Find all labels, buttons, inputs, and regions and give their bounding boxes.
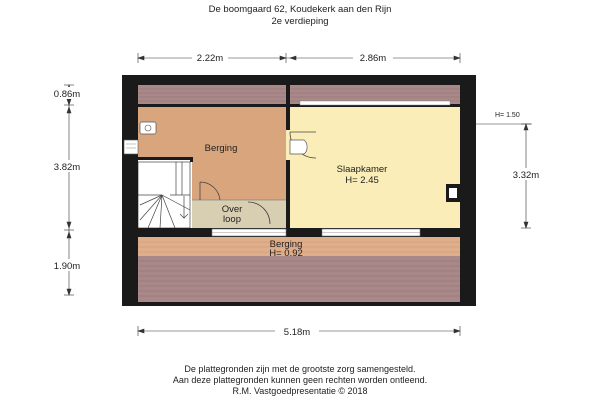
address-title: De boomgaard 62, Koudekerk aan den Rijn [208, 4, 392, 15]
washbasin [140, 122, 156, 134]
room-height-bedroom: H= 2.45 [345, 175, 379, 186]
dim-top-left: 2.22m [196, 53, 224, 64]
dim-left-bottom: 1.90m [53, 261, 81, 272]
footer-disclaimer-1: De plattegronden zijn met de grootste zorg samengesteld. [184, 364, 416, 374]
room-label-storage-lower: Berging [269, 239, 303, 250]
dim-left-top: 0.86m [53, 89, 81, 100]
footer-disclaimer-2: Aan deze plattegronden kunnen geen rechten worden ontleend. [172, 375, 428, 385]
room-label-landing-1: Over [221, 204, 243, 215]
room-label-storage-upper: Berging [204, 143, 238, 154]
dim-top-right: 2.86m [359, 53, 387, 64]
dim-right-middle: 3.32m [512, 170, 540, 181]
dim-bottom-total: 5.18m [283, 327, 311, 338]
dim-left-middle: 3.82m [53, 162, 81, 173]
top-window [300, 101, 450, 105]
room-height-storage-lower: H= 0.92 [269, 248, 303, 259]
room-label-landing-2: loop [223, 214, 241, 225]
dim-right-height-note: H= 1.50 [495, 112, 520, 119]
sink-fixture [290, 140, 307, 154]
roof-slope-bottom [138, 256, 460, 302]
chimney-fixture [446, 184, 460, 202]
boiler [124, 140, 138, 154]
footer-copyright: R.M. Vastgoedpresentatie © 2018 [232, 386, 368, 396]
floor-subtitle: 2e verdieping [271, 16, 329, 27]
bedroom-door-gap [286, 130, 290, 160]
room-label-bedroom: Slaapkamer [336, 164, 388, 175]
